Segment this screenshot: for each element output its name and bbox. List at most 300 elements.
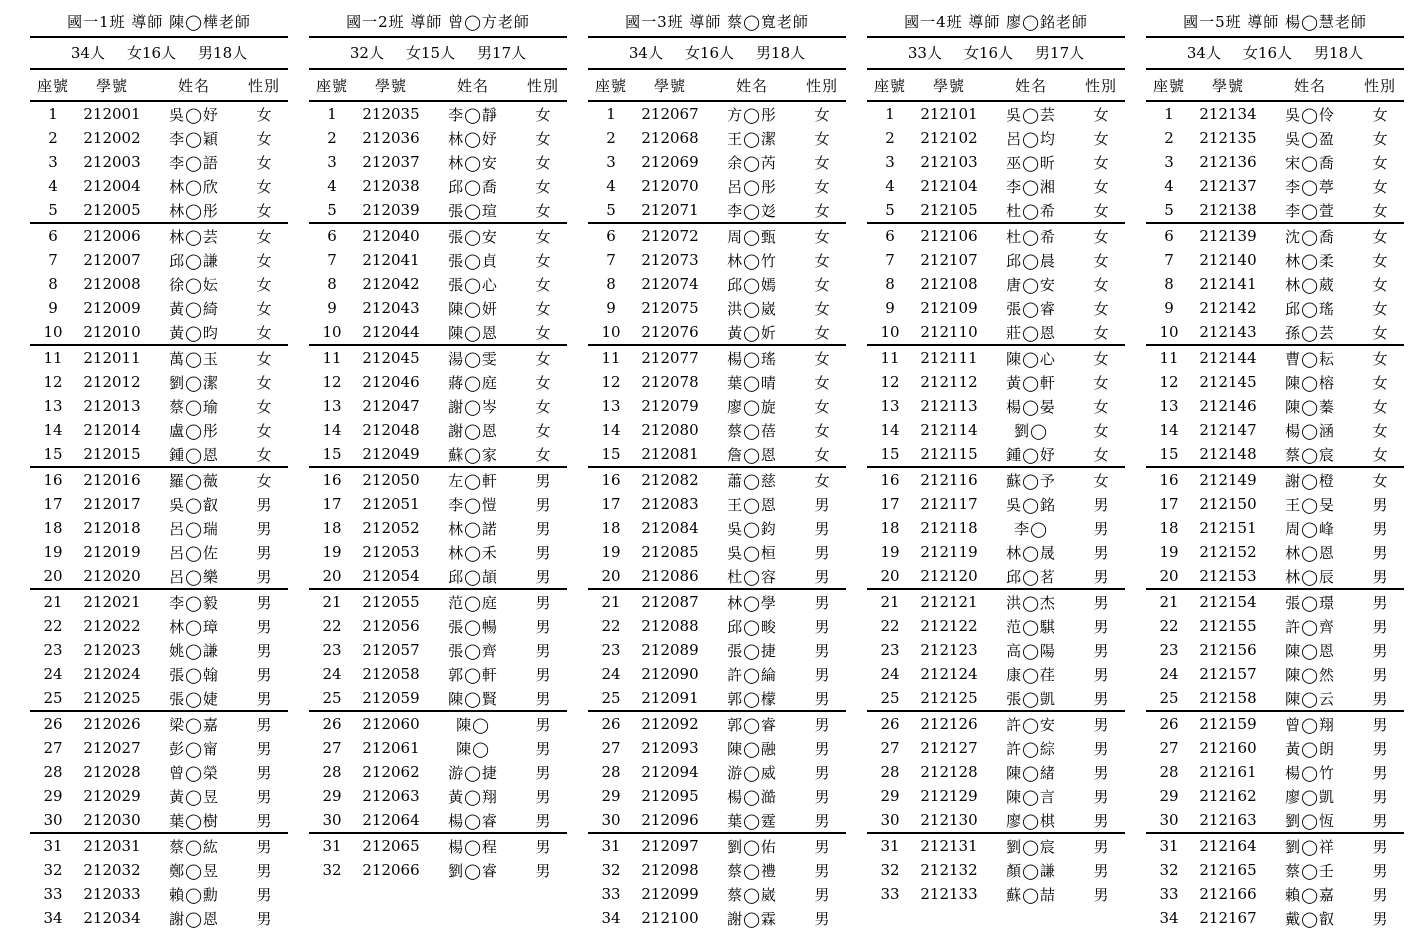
cell-sex: 男 [1093, 519, 1109, 538]
cell-name: 鍾◯妤 [1006, 445, 1056, 464]
cell-sex: 男 [535, 543, 551, 562]
cell-seat: 11 [1159, 349, 1179, 367]
cell-id: 212150 [1199, 495, 1257, 513]
cell-name: 林◯恩 [1285, 543, 1335, 562]
cell-id: 212059 [362, 689, 420, 707]
cell-name: 周◯峰 [1285, 519, 1335, 538]
cell-sex: 男 [1372, 909, 1388, 928]
cell-id: 212157 [1199, 665, 1257, 683]
table-row [588, 686, 846, 712]
cell-id: 212165 [1199, 861, 1257, 879]
cell-seat: 23 [322, 641, 342, 659]
cell-id: 212057 [362, 641, 420, 659]
cell-sex: 女 [1093, 105, 1109, 124]
cell-sex: 女 [535, 323, 551, 342]
cell-sex: 男 [256, 641, 272, 660]
cell-name: 左◯軒 [448, 471, 498, 490]
cell-name: 唐◯安 [1006, 275, 1056, 294]
cell-id: 212108 [920, 275, 978, 293]
table-row [309, 760, 567, 784]
cell-name: 巫◯昕 [1006, 153, 1056, 172]
table-row [867, 858, 1125, 882]
header-seat: 座號 [315, 76, 348, 95]
cell-name: 林◯葳 [1285, 275, 1335, 294]
cell-id: 212106 [920, 227, 978, 245]
cell-seat: 10 [601, 323, 621, 341]
cell-name: 張◯瑄 [448, 201, 498, 220]
cell-id: 212060 [362, 715, 420, 733]
cell-sex: 男 [535, 519, 551, 538]
cell-id: 212141 [1199, 275, 1257, 293]
cell-name: 林◯璋 [169, 617, 219, 636]
cell-name: 顏◯謙 [1006, 861, 1056, 880]
cell-id: 212043 [362, 299, 420, 317]
cell-id: 212105 [920, 201, 978, 219]
cell-seat: 7 [1164, 251, 1174, 269]
cell-name: 黃◯軒 [1006, 373, 1056, 392]
cell-name: 吳◯桓 [727, 543, 777, 562]
cell-id: 212049 [362, 445, 420, 463]
table-row [1146, 320, 1404, 346]
cell-name: 盧◯彤 [169, 421, 219, 440]
cell-sex: 女 [256, 299, 272, 318]
cell-id: 212054 [362, 567, 420, 585]
table-row [309, 784, 567, 808]
class-summary [588, 38, 846, 70]
cell-id: 212145 [1199, 373, 1257, 391]
cell-sex: 女 [535, 105, 551, 124]
cell-id: 212093 [641, 739, 699, 757]
cell-name: 蔡◯崴 [727, 885, 777, 904]
cell-seat: 30 [1159, 811, 1179, 829]
count-male: 男17人 [1035, 44, 1085, 62]
cell-seat: 15 [322, 445, 342, 463]
cell-seat: 16 [43, 471, 63, 489]
cell-id: 212034 [83, 909, 141, 927]
table-row [30, 784, 288, 808]
cell-seat: 3 [327, 153, 337, 171]
cell-id: 212081 [641, 445, 699, 463]
cell-name: 蔡◯禮 [727, 861, 777, 880]
cell-seat: 29 [322, 787, 342, 805]
cell-name: 李◯葶 [1285, 177, 1335, 196]
cell-id: 212149 [1199, 471, 1257, 489]
table-row [867, 126, 1125, 150]
cell-id: 212104 [920, 177, 978, 195]
cell-seat: 34 [43, 909, 63, 927]
cell-seat: 1 [885, 105, 895, 123]
count-total: 34人 [70, 44, 105, 62]
cell-seat: 3 [885, 153, 895, 171]
cell-id: 212005 [83, 201, 141, 219]
cell-id: 212001 [83, 105, 141, 123]
cell-id: 212084 [641, 519, 699, 537]
cell-id: 212055 [362, 593, 420, 611]
table-row [867, 834, 1125, 858]
cell-id: 212091 [641, 689, 699, 707]
cell-name: 郭◯檬 [727, 689, 777, 708]
cell-sex: 男 [256, 617, 272, 636]
cell-id: 212036 [362, 129, 420, 147]
table-row [867, 174, 1125, 198]
table-row [30, 248, 288, 272]
cell-seat: 34 [601, 909, 621, 927]
cell-sex: 女 [1372, 445, 1388, 464]
cell-name: 林◯辰 [1285, 567, 1335, 586]
cell-name: 梁◯嘉 [169, 715, 219, 734]
table-row [588, 760, 846, 784]
cell-name: 吳◯伶 [1285, 105, 1335, 124]
table-row [1146, 492, 1404, 516]
table-row [588, 614, 846, 638]
cell-sex: 女 [1093, 201, 1109, 220]
cell-id: 212033 [83, 885, 141, 903]
cell-seat: 6 [1164, 227, 1174, 245]
cell-sex: 男 [1372, 519, 1388, 538]
table-header [867, 70, 1125, 102]
cell-sex: 男 [814, 739, 830, 758]
cell-sex: 男 [1093, 593, 1109, 612]
cell-seat: 13 [880, 397, 900, 415]
table-row [309, 540, 567, 564]
cell-seat: 25 [1159, 689, 1179, 707]
cell-sex: 女 [1372, 251, 1388, 270]
table-row [588, 126, 846, 150]
cell-seat: 30 [601, 811, 621, 829]
cell-seat: 18 [880, 519, 900, 537]
cell-name: 宋◯喬 [1285, 153, 1335, 172]
cell-seat: 18 [43, 519, 63, 537]
cell-name: 劉◯宸 [1006, 837, 1056, 856]
cell-id: 212098 [641, 861, 699, 879]
cell-seat: 5 [606, 201, 616, 219]
cell-sex: 男 [1093, 837, 1109, 856]
table-row [309, 858, 567, 882]
cell-seat: 5 [48, 201, 58, 219]
cell-id: 212116 [920, 471, 978, 489]
cell-seat: 9 [48, 299, 58, 317]
cell-name: 曾◯榮 [169, 763, 219, 782]
cell-seat: 31 [601, 837, 621, 855]
table-row [867, 346, 1125, 370]
cell-id: 212044 [362, 323, 420, 341]
cell-id: 212061 [362, 739, 420, 757]
cell-sex: 男 [814, 909, 830, 928]
cell-sex: 男 [1372, 715, 1388, 734]
cell-id: 212010 [83, 323, 141, 341]
cell-name: 鄭◯昱 [169, 861, 219, 880]
cell-id: 212047 [362, 397, 420, 415]
cell-id: 212023 [83, 641, 141, 659]
cell-id: 212154 [1199, 593, 1257, 611]
cell-name: 吳◯妤 [169, 105, 219, 124]
cell-name: 呂◯彤 [727, 177, 777, 196]
cell-id: 212041 [362, 251, 420, 269]
table-row [867, 442, 1125, 468]
cell-id: 212080 [641, 421, 699, 439]
cell-sex: 男 [256, 885, 272, 904]
cell-sex: 男 [535, 715, 551, 734]
table-row [30, 418, 288, 442]
cell-seat: 12 [322, 373, 342, 391]
cell-seat: 17 [322, 495, 342, 513]
cell-seat: 24 [43, 665, 63, 683]
cell-seat: 1 [1164, 105, 1174, 123]
table-row [1146, 174, 1404, 198]
cell-id: 212115 [920, 445, 978, 463]
cell-sex: 男 [1372, 885, 1388, 904]
table-row [1146, 102, 1404, 126]
count-total: 34人 [1186, 44, 1221, 62]
table-row [309, 418, 567, 442]
table-row [30, 296, 288, 320]
cell-id: 212124 [920, 665, 978, 683]
table-row [30, 712, 288, 736]
cell-id: 212140 [1199, 251, 1257, 269]
table-row [867, 686, 1125, 712]
cell-sex: 男 [1093, 763, 1109, 782]
table-row [30, 882, 288, 906]
cell-name: 蔡◯蓓 [727, 421, 777, 440]
cell-sex: 女 [1372, 323, 1388, 342]
cell-sex: 男 [535, 861, 551, 880]
cell-name: 陳◯云 [1285, 689, 1335, 708]
table-row [588, 224, 846, 248]
cell-sex: 女 [814, 373, 830, 392]
cell-name: 賴◯嘉 [1285, 885, 1335, 904]
table-row [1146, 370, 1404, 394]
table-row [309, 662, 567, 686]
cell-seat: 20 [880, 567, 900, 585]
cell-seat: 34 [1159, 909, 1179, 927]
table-row [309, 320, 567, 346]
cell-sex: 男 [1372, 543, 1388, 562]
cell-sex: 男 [535, 641, 551, 660]
cell-name: 劉◯佑 [727, 837, 777, 856]
table-row [867, 296, 1125, 320]
cell-seat: 3 [1164, 153, 1174, 171]
table-row [309, 150, 567, 174]
cell-sex: 男 [535, 763, 551, 782]
cell-name: 張◯翰 [169, 665, 219, 684]
cell-sex: 女 [535, 445, 551, 464]
class-summary [309, 38, 567, 70]
cell-id: 212147 [1199, 421, 1257, 439]
cell-sex: 女 [256, 373, 272, 392]
cell-id: 212121 [920, 593, 978, 611]
table-row [30, 126, 288, 150]
header-name: 姓名 [456, 76, 489, 95]
cell-name: 劉◯祥 [1285, 837, 1335, 856]
cell-seat: 26 [601, 715, 621, 733]
cell-seat: 11 [322, 349, 342, 367]
cell-name: 廖◯旋 [727, 397, 777, 416]
cell-id: 212099 [641, 885, 699, 903]
table-row [867, 614, 1125, 638]
cell-name: 張◯睿 [1006, 299, 1056, 318]
cell-seat: 21 [322, 593, 342, 611]
table-row [1146, 882, 1404, 906]
class-roster-4 [867, 8, 1125, 906]
cell-name: 許◯綸 [727, 665, 777, 684]
cell-id: 212155 [1199, 617, 1257, 635]
table-row [588, 320, 846, 346]
cell-seat: 28 [43, 763, 63, 781]
cell-sex: 男 [256, 787, 272, 806]
header-sex: 性別 [526, 76, 559, 95]
cell-id: 212156 [1199, 641, 1257, 659]
cell-seat: 9 [606, 299, 616, 317]
cell-seat: 13 [1159, 397, 1179, 415]
table-row [1146, 906, 1404, 930]
table-row [588, 638, 846, 662]
cell-name: 李◯彣 [727, 201, 777, 220]
table-row [867, 736, 1125, 760]
table-row [588, 906, 846, 930]
cell-name: 吳◯叡 [169, 495, 219, 514]
cell-sex: 女 [256, 177, 272, 196]
cell-id: 212114 [920, 421, 978, 439]
cell-seat: 4 [327, 177, 337, 195]
table-row [588, 540, 846, 564]
cell-seat: 25 [601, 689, 621, 707]
table-row [1146, 272, 1404, 296]
cell-name: 蔡◯瑜 [169, 397, 219, 416]
table-row [309, 126, 567, 150]
cell-name: 劉◯恆 [1285, 811, 1335, 830]
cell-seat: 19 [1159, 543, 1179, 561]
cell-id: 212109 [920, 299, 978, 317]
count-total: 34人 [628, 44, 663, 62]
cell-sex: 男 [1372, 763, 1388, 782]
header-id: 學號 [374, 76, 407, 95]
cell-sex: 女 [535, 227, 551, 246]
cell-sex: 女 [814, 471, 830, 490]
cell-id: 212014 [83, 421, 141, 439]
table-row [1146, 296, 1404, 320]
cell-id: 212075 [641, 299, 699, 317]
table-row [867, 712, 1125, 736]
cell-sex: 男 [1093, 641, 1109, 660]
count-female: 女16人 [963, 44, 1014, 62]
cell-name: 李◯穎 [169, 129, 219, 148]
cell-sex: 女 [535, 275, 551, 294]
cell-name: 陳◯然 [1285, 665, 1335, 684]
cell-id: 212078 [641, 373, 699, 391]
cell-id: 212144 [1199, 349, 1257, 367]
cell-sex: 男 [1372, 593, 1388, 612]
cell-sex: 女 [256, 275, 272, 294]
cell-name: 賴◯勳 [169, 885, 219, 904]
cell-id: 212045 [362, 349, 420, 367]
cell-seat: 28 [1159, 763, 1179, 781]
cell-id: 212035 [362, 105, 420, 123]
cell-id: 212070 [641, 177, 699, 195]
cell-sex: 女 [535, 201, 551, 220]
cell-id: 212027 [83, 739, 141, 757]
table-row [30, 858, 288, 882]
cell-sex: 女 [535, 129, 551, 148]
cell-sex: 男 [1372, 641, 1388, 660]
cell-seat: 2 [1164, 129, 1174, 147]
cell-seat: 14 [880, 421, 900, 439]
cell-seat: 32 [1159, 861, 1179, 879]
cell-sex: 男 [535, 593, 551, 612]
table-row [30, 540, 288, 564]
cell-name: 方◯彤 [727, 105, 777, 124]
cell-id: 212079 [641, 397, 699, 415]
table-row [1146, 468, 1404, 492]
cell-id: 212037 [362, 153, 420, 171]
cell-sex: 女 [1372, 373, 1388, 392]
cell-sex: 女 [1093, 349, 1109, 368]
cell-seat: 12 [1159, 373, 1179, 391]
table-row [30, 394, 288, 418]
table-row [30, 492, 288, 516]
cell-name: 林◯欣 [169, 177, 219, 196]
cell-sex: 女 [1093, 445, 1109, 464]
cell-sex: 女 [1372, 129, 1388, 148]
cell-id: 212077 [641, 349, 699, 367]
cell-sex: 男 [1372, 689, 1388, 708]
cell-sex: 男 [1093, 787, 1109, 806]
cell-sex: 男 [256, 543, 272, 562]
table-row [30, 174, 288, 198]
cell-sex: 男 [256, 837, 272, 856]
cell-sex: 男 [256, 715, 272, 734]
cell-id: 212050 [362, 471, 420, 489]
cell-name: 蘇◯予 [1006, 471, 1056, 490]
cell-seat: 7 [885, 251, 895, 269]
cell-name: 謝◯霖 [727, 909, 777, 928]
cell-name: 許◯綜 [1006, 739, 1056, 758]
cell-sex: 男 [814, 787, 830, 806]
table-row [1146, 540, 1404, 564]
cell-seat: 3 [48, 153, 58, 171]
table-row [30, 686, 288, 712]
cell-sex: 女 [535, 349, 551, 368]
cell-name: 林◯竹 [727, 251, 777, 270]
cell-sex: 女 [535, 421, 551, 440]
cell-seat: 17 [601, 495, 621, 513]
cell-id: 212068 [641, 129, 699, 147]
cell-name: 莊◯恩 [1006, 323, 1056, 342]
table-row [309, 564, 567, 590]
cell-seat: 21 [601, 593, 621, 611]
table-row [867, 882, 1125, 906]
cell-name: 康◯荏 [1006, 665, 1056, 684]
cell-name: 劉◯ [1014, 421, 1048, 440]
cell-name: 陳◯恩 [1285, 641, 1335, 660]
cell-name: 林◯學 [727, 593, 777, 612]
cell-seat: 22 [880, 617, 900, 635]
cell-name: 杜◯希 [1006, 227, 1056, 246]
header-name: 姓名 [735, 76, 768, 95]
cell-id: 212029 [83, 787, 141, 805]
cell-sex: 女 [256, 153, 272, 172]
cell-sex: 女 [814, 129, 830, 148]
cell-name: 吳◯銘 [1006, 495, 1056, 514]
table-row [867, 564, 1125, 590]
cell-seat: 23 [601, 641, 621, 659]
class-roster-2 [309, 8, 567, 882]
cell-name: 劉◯睿 [448, 861, 498, 880]
table-row [588, 272, 846, 296]
cell-sex: 女 [256, 445, 272, 464]
cell-seat: 32 [880, 861, 900, 879]
table-row [588, 370, 846, 394]
cell-name: 余◯芮 [727, 153, 777, 172]
